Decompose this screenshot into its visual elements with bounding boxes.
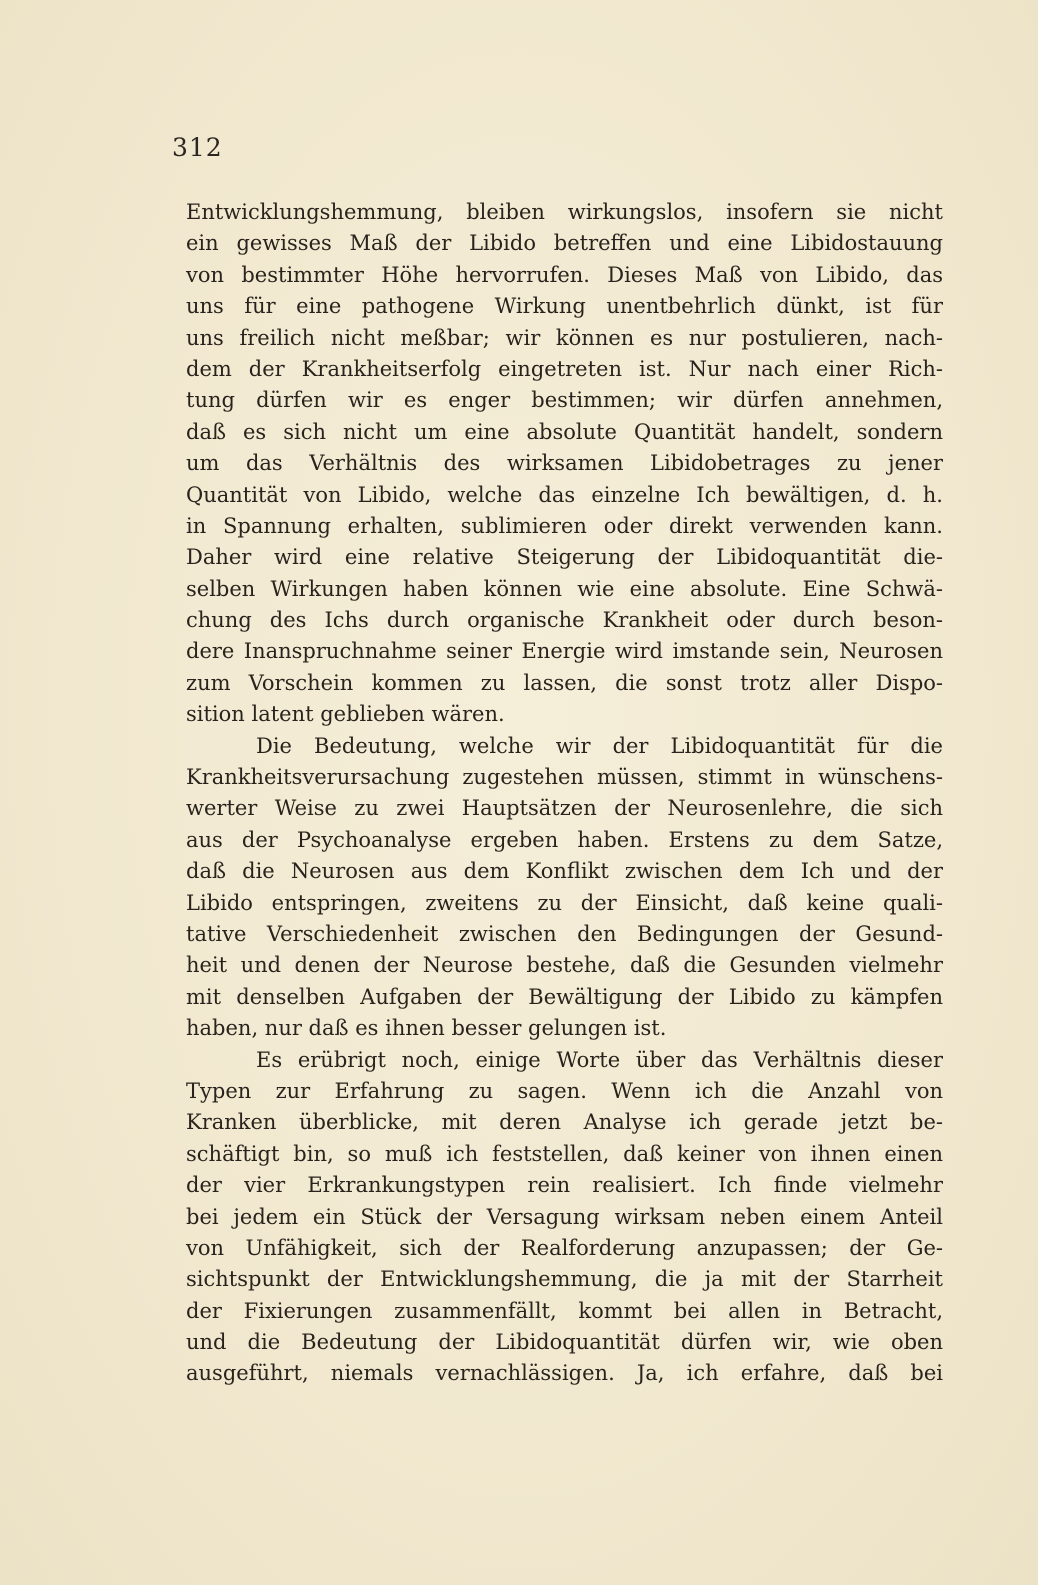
text-line: in Spannung erhalten, sublimieren oder direkt verwenden kann. bbox=[186, 513, 943, 538]
text-line: zum Vorschein kommen zu lassen, die sonst trotz aller Dispo- bbox=[186, 670, 943, 695]
text-line: mit denselben Aufgaben der Bewältigung der Libido zu kämpfen bbox=[186, 984, 943, 1009]
text-line: uns freilich nicht meßbar; wir können es nur postulieren, nach- bbox=[186, 325, 943, 350]
text-line: Es erübrigt noch, einige Worte über das Verhältnis dieser bbox=[256, 1047, 943, 1072]
text-line: Entwicklungshemmung, bleiben wirkungslos, insofern sie nicht bbox=[186, 200, 943, 224]
text-line: werter Weise zu zwei Hauptsätzen der Neurosenlehre, die sich bbox=[186, 796, 943, 821]
text-line: sition latent geblieben wären. bbox=[186, 702, 505, 727]
text-line: tung dürfen wir es enger bestimmen; wir dürfen annehmen, bbox=[186, 388, 943, 413]
text-line: ein gewisses Maß der Libido betreffen und eine Libidostauung bbox=[186, 231, 943, 256]
text-line: Daher wird eine relative Steigerung der Libidoquantität die- bbox=[186, 545, 943, 570]
text-line: dem der Krankheitserfolg eingetreten ist. Nur nach einer Rich- bbox=[186, 356, 943, 381]
text-line: Krankheitsverursachung zugestehen müssen, stimmt in wünschens- bbox=[186, 765, 943, 790]
text-line: dere Inanspruchnahme seiner Energie wird imstande sein, Neurosen bbox=[186, 639, 943, 664]
text-line: uns für eine pathogene Wirkung unentbehrlich dünkt, ist für bbox=[186, 294, 943, 319]
text-line: der vier Erkrankungstypen rein realisiert. Ich finde vielmehr bbox=[186, 1173, 943, 1198]
text-line: von Unfähigkeit, sich der Realforderung anzupassen; der Ge- bbox=[186, 1235, 943, 1260]
text-line: Typen zur Erfahrung zu sagen. Wenn ich die Anzahl von bbox=[186, 1078, 943, 1103]
text-line: Die Bedeutung, welche wir der Libidoquantität für die bbox=[256, 733, 943, 758]
text-line: Quantität von Libido, welche das einzelne Ich bewältigen, d. h. bbox=[186, 482, 943, 507]
text-line: schäftigt bin, so muß ich feststellen, daß keiner von ihnen einen bbox=[186, 1141, 943, 1166]
text-line: Kranken überblicke, mit deren Analyse ich gerade jetzt be- bbox=[186, 1110, 943, 1135]
text-line: und die Bedeutung der Libidoquantität dürfen wir, wie oben bbox=[186, 1330, 943, 1355]
text-line: chung des Ichs durch organische Krankheit oder durch beson- bbox=[186, 608, 943, 633]
text-line: daß die Neurosen aus dem Konflikt zwischen dem Ich und der bbox=[186, 859, 943, 884]
text-line: selben Wirkungen haben können wie eine absolute. Eine Schwä- bbox=[186, 576, 943, 601]
text-line: von bestimmter Höhe hervorrufen. Dieses Maß von Libido, das bbox=[186, 262, 943, 287]
text-line: bei jedem ein Stück der Versagung wirksam neben einem Anteil bbox=[186, 1204, 943, 1229]
page-number: 312 bbox=[172, 133, 223, 162]
text-line: sichtspunkt der Entwicklungshemmung, die ja mit der Starrheit bbox=[186, 1267, 943, 1292]
text-line: um das Verhältnis des wirksamen Libidobetrages zu jener bbox=[186, 451, 943, 476]
text-line: heit und denen der Neurose bestehe, daß die Gesunden vielmehr bbox=[186, 953, 943, 978]
text-line: aus der Psychoanalyse ergeben haben. Erstens zu dem Satze, bbox=[186, 827, 943, 852]
text-line: tative Verschiedenheit zwischen den Bedingungen der Gesund- bbox=[186, 921, 943, 946]
text-line: Libido entspringen, zweitens zu der Einsicht, daß keine quali- bbox=[186, 890, 943, 915]
text-line: ausgeführt, niemals vernachlässigen. Ja, ich erfahre, daß bei bbox=[186, 1361, 943, 1386]
text-line: der Fixierungen zusammenfällt, kommt bei allen in Betracht, bbox=[186, 1298, 943, 1323]
text-line: haben, nur daß es ihnen besser gelungen ist. bbox=[186, 1016, 667, 1041]
body-text bbox=[186, 197, 943, 1390]
text-line: daß es sich nicht um eine absolute Quantität handelt, sondern bbox=[186, 419, 943, 444]
